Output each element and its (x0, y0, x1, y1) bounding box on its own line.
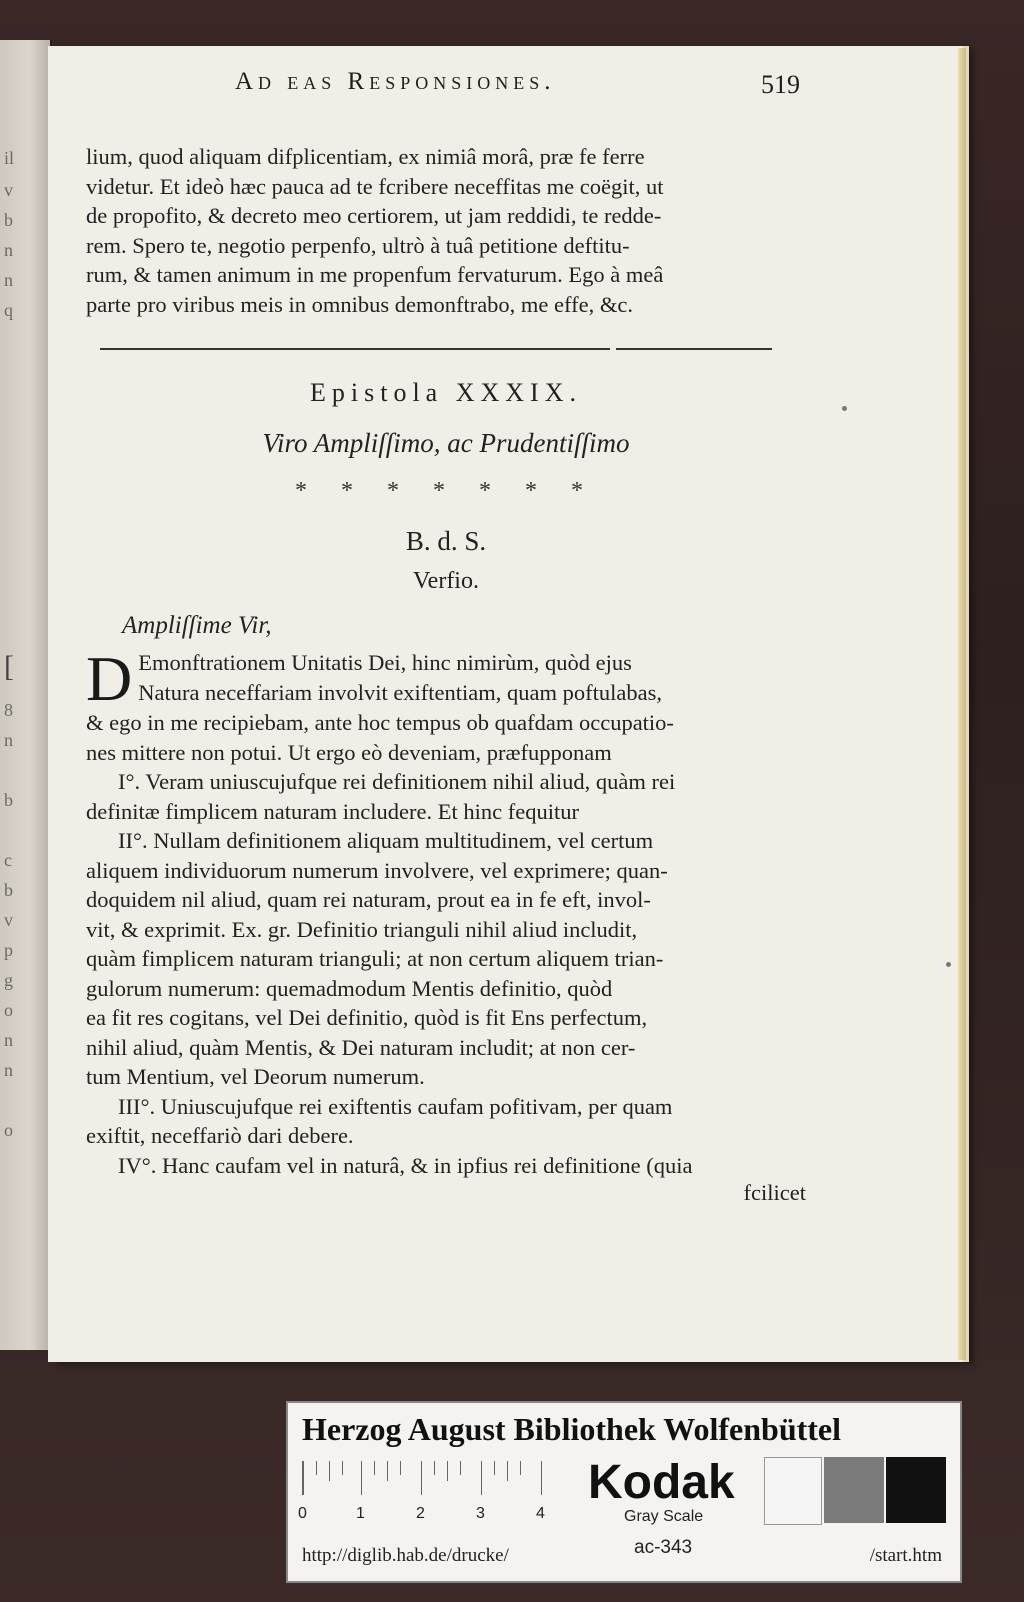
text-line: doquidem nil aliud, quam rei naturam, prout ea in fe eft, invol- (86, 887, 651, 912)
margin-fragment: n (4, 1060, 13, 1080)
text-line: vit, & exprimit. Ex. gr. Definitio trianguli nihil aliud includit, (86, 916, 638, 942)
letter-body (86, 643, 806, 1180)
url-right: /start.htm (869, 1545, 942, 1566)
paper-speck (842, 406, 847, 411)
section-rule (100, 348, 610, 350)
text-line: I°. Veram uniuscujufque rei definitionem nihil aliud, quàm rei (118, 769, 676, 794)
text-line: tum Mentium, vel Deorum numerum. (86, 1064, 425, 1089)
margin-fragment: g (4, 970, 13, 990)
swatch-gray (824, 1457, 884, 1523)
text-line: & ego in me recipiebam, ante hoc tempus ob quafdam occupatio- (86, 710, 674, 735)
ruler-tick (421, 1461, 422, 1495)
ruler-tick (507, 1461, 508, 1481)
text-line: gulorum numerum: quemadmodum Mentis definitio, quòd (86, 975, 613, 1001)
margin-fragment: v (4, 910, 13, 930)
facing-page-edge (0, 40, 52, 1350)
margin-fragment: v (4, 180, 13, 200)
letter-sender: B. d. S. (405, 526, 487, 556)
text-line: nes mittere non potui. Ut ergo eò deveniam, præfupponam (86, 739, 612, 765)
ruler-number: 2 (416, 1505, 425, 1522)
margin-fragment: 8 (4, 700, 13, 720)
text-line: ea fit res cogitans, vel Dei definitio, quòd is fit Ens perfectum, (86, 1005, 648, 1030)
catchword: fcilicet (743, 1180, 806, 1205)
ruler-tick (316, 1461, 317, 1475)
section-rule (616, 348, 772, 350)
ruler-tick (303, 1461, 304, 1495)
gray-ruler (302, 1461, 563, 1495)
margin-fragment: o (4, 1000, 13, 1020)
margin-fragment: b (4, 790, 13, 810)
text-line: II°. Nullam definitionem aliquam multitudinem, vel certum (118, 828, 654, 853)
kodak-logo: Kodak (588, 1456, 735, 1509)
drop-capital: D (86, 643, 133, 714)
versio-label: Verfio. (413, 568, 479, 594)
text-line: IV°. Hanc caufam vel in naturâ, & in ipfius rei definitione (quia (118, 1152, 693, 1178)
page-number: 519 (761, 70, 800, 99)
letter-heading: Epistola XXXIX. (310, 378, 582, 407)
ruler-tick (447, 1461, 448, 1481)
text-line: aliquem individuorum numerum involvere, vel exprimere; quan- (86, 857, 668, 883)
margin-fragment: [ (4, 650, 14, 683)
text-line: Emonftrationem Unitatis Dei, hinc nimirùm, quòd ejus (138, 650, 632, 675)
ruler-tick (460, 1461, 461, 1475)
ornament-stars: * * * * * * * (295, 478, 597, 504)
text-line: rum, & tamen animum in me propenfum fervaturum. Ego à meâ (86, 262, 664, 287)
ruler-number: 0 (298, 1505, 307, 1522)
gray-scale-label: Gray Scale (624, 1508, 704, 1525)
running-head: Ad eas Responsiones. (235, 68, 556, 95)
margin-fragment: n (4, 240, 13, 260)
text-line: definitæ fimplicem naturam includere. Et hinc fequitur (86, 798, 579, 824)
salutation: Ampliſſime Vir, (122, 612, 272, 639)
ruler-tick (494, 1461, 495, 1475)
margin-fragment: p (4, 940, 13, 960)
text-line: rem. Spero te, negotio perpenfo, ultrò à tuâ petitione deftitu- (86, 232, 630, 258)
margin-fragment: o (4, 1120, 13, 1140)
text-line: parte pro viribus meis in omnibus demonftrabo, me effe, &c. (86, 291, 633, 317)
shelfmark-code: ac-343 (634, 1537, 693, 1558)
text-line: nihil aliud, quàm Mentis, & Dei naturam includit; at non cer- (86, 1034, 636, 1060)
intro-paragraph (86, 142, 806, 319)
url-left: http://diglib.hab.de/drucke/ (302, 1545, 509, 1566)
kodak-target (286, 1401, 962, 1583)
text-line: de propofito, & decreto meo certiorem, ut jam reddidi, te redde- (86, 203, 662, 228)
page-header (190, 60, 800, 100)
text-line: quàm fimplicem naturam trianguli; at non certum aliquem trian- (86, 946, 664, 971)
text-line: videtur. Et ideò hæc pauca ad te fcribere neceffitas me coëgit, ut (86, 173, 664, 199)
letter-recipient: Viro Ampliſſimo, ac Prudentiſſimo (262, 428, 630, 458)
text-line: lium, quod aliquam difplicentiam, ex nimiâ morâ, præ fe ferre (86, 144, 645, 169)
text-line: Natura neceffariam involvit exiftentiam, quam poftulabas, (138, 679, 662, 705)
ruler-tick (342, 1461, 343, 1475)
ruler-tick (329, 1461, 330, 1481)
ruler-tick (374, 1461, 375, 1475)
ruler-tick (387, 1461, 388, 1481)
ruler-tick (541, 1461, 542, 1495)
swatch-white (764, 1457, 822, 1525)
library-name: Herzog August Bibliothek Wolfenbüttel (302, 1411, 842, 1447)
ruler-tick (434, 1461, 435, 1475)
text-line: exiftit, neceffariò dari debere. (86, 1123, 354, 1148)
margin-fragment: b (4, 880, 13, 900)
ruler-number: 4 (536, 1505, 545, 1522)
margin-fragment: n (4, 730, 13, 750)
ruler-tick (520, 1461, 521, 1475)
paper-speck (946, 962, 951, 967)
margin-fragment: il (4, 148, 15, 168)
page-edge (958, 48, 966, 1360)
swatch-black (886, 1457, 946, 1523)
margin-fragment: c (4, 850, 12, 870)
margin-fragment: b (4, 210, 13, 230)
margin-fragment: n (4, 1030, 13, 1050)
ruler-number: 3 (476, 1505, 485, 1522)
ruler-tick (400, 1461, 401, 1475)
ruler-number: 1 (356, 1505, 365, 1522)
ruler-tick (481, 1461, 482, 1495)
text-line: III°. Uniuscujufque rei exiftentis caufam pofitivam, per quam (118, 1093, 673, 1119)
margin-fragment: q (4, 300, 13, 320)
margin-fragment: n (4, 270, 13, 290)
ruler-tick (361, 1461, 362, 1495)
